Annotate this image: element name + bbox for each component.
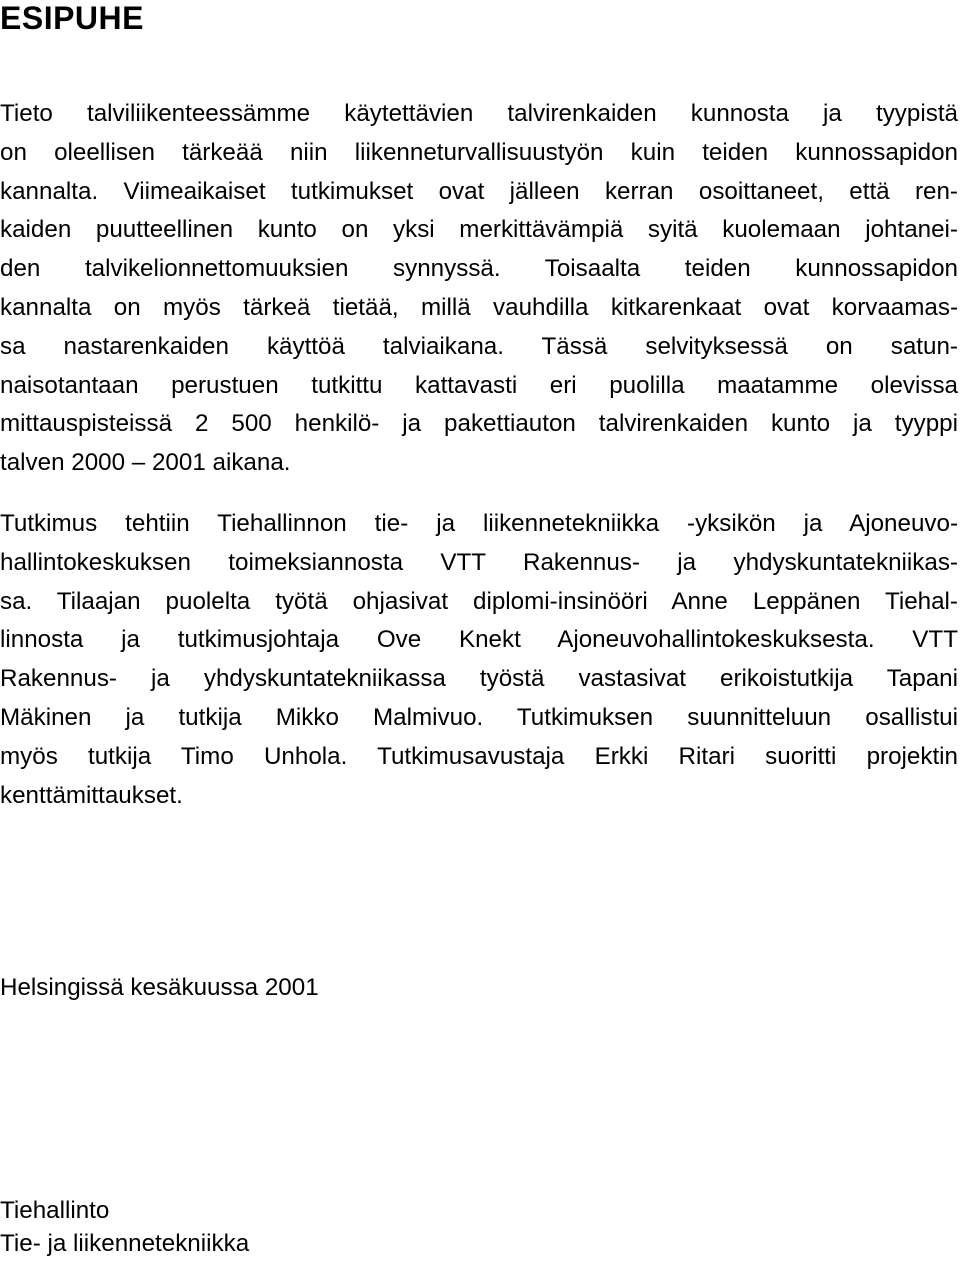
paragraph-line: hallintokeskuksen toimeksiannosta VTT Rakennus- ja yhdyskuntatekniikas- <box>0 548 958 576</box>
page-title: ESIPUHE <box>0 0 144 36</box>
signature-organization: Tiehallinto <box>0 1197 110 1224</box>
paragraph-line: sa. Tilaajan puolelta työtä ohjasivat diplomi-insinööri Anne Leppänen Tiehal- <box>0 587 958 615</box>
paragraph-line: Tieto talviliikenteessämme käytettävien talvirenkaiden kunnosta ja tyypistä <box>0 100 958 127</box>
preface-paragraph-1 <box>0 95 958 483</box>
paragraph-line: Tutkimus tehtiin Tiehallinnon tie- ja liikennetekniikka -yksikön ja Ajoneuvo- <box>0 510 958 537</box>
paragraph-line: kaiden puutteellinen kunto on yksi merkittävämpiä syitä kuolemaan johtanei- <box>0 216 958 244</box>
paragraph-line: kannalta. Viimeaikaiset tutkimukset ovat jälleen kerran osoittaneet, että ren- <box>0 177 958 205</box>
paragraph-line: on oleellisen tärkeää niin liikenneturvallisuustyön kuin teiden kunnossapidon <box>0 138 958 166</box>
paragraph-line: kannalta on myös tärkeä tietää, millä vauhdilla kitkarenkaat ovat korvaamas- <box>0 293 958 321</box>
paragraph-line: mittauspisteissä 2 500 henkilö- ja pakettiauton talvirenkaiden kunto ja tyyppi <box>0 410 958 438</box>
paragraph-line: talven 2000 – 2001 aikana. <box>0 449 291 477</box>
paragraph-line: Mäkinen ja tutkija Mikko Malmivuo. Tutkimuksen suunnitteluun osallistui <box>0 703 958 731</box>
paragraph-line: linnosta ja tutkimusjohtaja Ove Knekt Ajoneuvohallintokeskuksesta. VTT <box>0 626 958 654</box>
paragraph-line: kenttämittaukset. <box>0 781 183 809</box>
paragraph-line: myös tutkija Timo Unhola. Tutkimusavustaja Erkki Ritari suoritti projektin <box>0 742 958 770</box>
paragraph-line: den talvikelionnettomuuksien synnyssä. Toisaalta teiden kunnossapidon <box>0 255 958 283</box>
signature-block <box>0 1194 249 1260</box>
preface-paragraph-2 <box>0 505 958 815</box>
place-date: Helsingissä kesäkuussa 2001 <box>0 974 319 1001</box>
paragraph-line: sa nastarenkaiden käyttöä talviaikana. Tässä selvityksessä on satun- <box>0 332 958 360</box>
paragraph-line: naisotantaan perustuen tutkittu kattavasti eri puolilla maatamme olevissa <box>0 371 958 399</box>
paragraph-line: Rakennus- ja yhdyskuntatekniikassa työstä vastasivat erikoistutkija Tapani <box>0 665 958 693</box>
signature-unit: Tie- ja liikennetekniikka <box>0 1230 250 1257</box>
